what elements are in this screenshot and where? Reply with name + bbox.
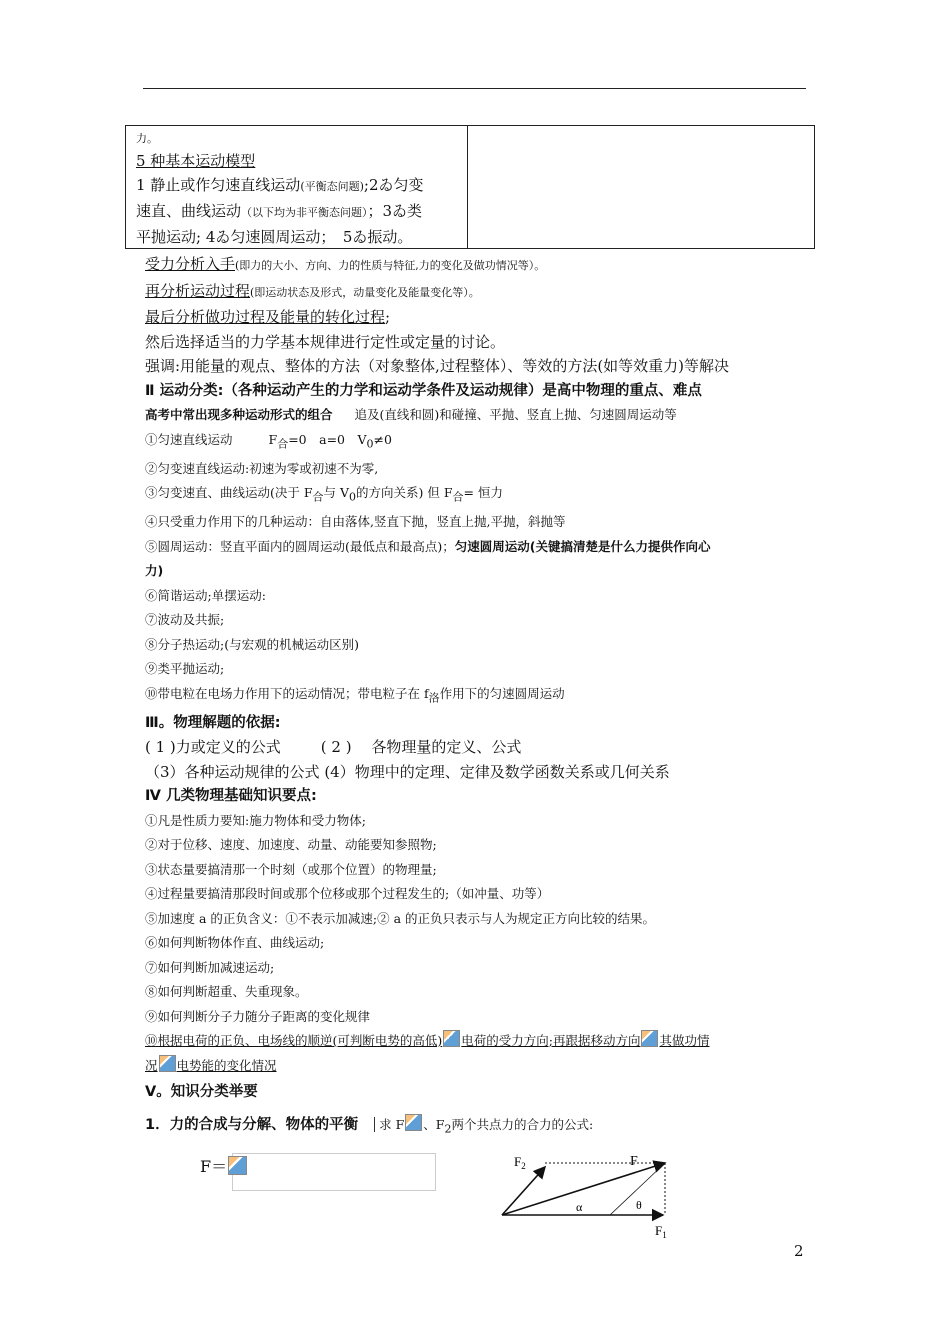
image-placeholder-icon: [405, 1114, 422, 1131]
label-theta: θ: [636, 1198, 642, 1212]
table-line-1: 1 静止或作匀速直线运动(平衡态问题);2ゐ匀变: [136, 176, 424, 194]
label-f: F: [630, 1154, 638, 1169]
step-5: 强调:用能量的观点、整体的方法（对象整体,过程整体）、等效的方法(如等效重力)等解决: [145, 357, 730, 375]
model-table: [125, 125, 815, 249]
motion-item-4: ④只受重力作用下的几种运动：自由落体,竖直下抛，竖直上抛,平抛，斜抛等: [145, 514, 566, 529]
section-2-title: Ⅱ 运动分类:（各种运动产生的力学和运动学条件及运动规律）是高中物理的重点、难点: [145, 382, 702, 399]
basic-item-10-cont: 况 电势能的变化情况: [145, 1054, 815, 1079]
document-body: [145, 252, 815, 1142]
section-3-title: Ⅲ。物理解题的依据:: [145, 714, 281, 731]
image-placeholder-icon: [443, 1030, 460, 1047]
image-placeholder-icon: [641, 1030, 658, 1047]
table-line-2: 速直、曲线运动（以下均为非平衡态问题）；3ゐ类: [136, 202, 423, 220]
step-3: 最后分析做功过程及能量的转化过程;: [145, 308, 391, 326]
basic-item-10: ⑩根据电荷的正负、电场线的顺逆(可判断电势的高低) 电荷的受力方向;再跟据移动方向 其做功情: [145, 1029, 815, 1054]
label-f2: $F_2$: [514, 1154, 526, 1171]
basic-item-2: ②对于位移、速度、加速度、动量、动能要知参照物;: [145, 837, 437, 852]
table-heading: 5 种基本运动模型: [136, 152, 256, 170]
page-number: 2: [794, 1242, 804, 1260]
basic-item-6: ⑥如何判断物体作直、曲线运动;: [145, 935, 325, 950]
step-4: 然后选择适当的力学基本规律进行定性或定量的讨论。: [145, 332, 506, 351]
header-rule: [143, 88, 806, 89]
image-placeholder-icon: [228, 1156, 247, 1175]
section-5-subtitle: 1．力的合成与分解、物体的平衡 求 F 、$F_2$两个共点力的合力的公式:: [145, 1113, 815, 1142]
step-1: 受力分析入手(即力的大小、方向、力的性质与特征,力的变化及做功情况等）。: [145, 255, 546, 273]
motion-item-5: ⑤圆周运动：竖直平面内的圆周运动(最低点和最高点)；匀速圆周运动(关键搞清楚是什么力提供作向心: [145, 538, 711, 554]
label-f1: $F_1$: [655, 1223, 667, 1240]
motion-item-8: ⑧分子热运动;(与宏观的机械运动区别): [145, 636, 359, 652]
table-right-cell: [468, 126, 814, 248]
basic-item-8: ⑧如何判断超重、失重现象。: [145, 984, 308, 999]
motion-item-1: ①匀速直线运动 $F_合=0$ a=0 $V_0\ne 0$: [145, 431, 392, 450]
basic-item-3: ③状态量要搞清那一个时刻（或那个位置）的物理量;: [145, 861, 437, 877]
step-2: 再分析运动过程(即运动状态及形式，动量变化及能量变化等）。: [145, 281, 480, 300]
section-4-title: Ⅳ 几类物理基础知识要点:: [145, 788, 317, 804]
basic-item-1: ①凡是性质力要知:施力物体和受力物体;: [145, 812, 366, 828]
table-left-cell: [126, 126, 468, 248]
section-5-title: Ⅴ。知识分类举要: [145, 1084, 258, 1100]
formula-box: [232, 1153, 436, 1191]
table-line-0: 力。: [136, 132, 158, 145]
image-placeholder-icon: [159, 1055, 176, 1072]
table-line-3: 平抛运动; 4ゐ匀速圆周运动； 5ゐ振动。: [136, 228, 413, 246]
motion-item-10: ⑩带电粒在电场力作用下的运动情况；带电粒子在 $f_洛$作用下的匀速圆周运动: [145, 685, 565, 704]
basis-line-1: ( 1 )力或定义的公式 ( 2 ) 各物理量的定义、公式: [145, 738, 522, 756]
motion-item-9: ⑨类平抛运动;: [145, 661, 225, 676]
motion-item-3: ③匀变速直、曲线运动(决于 $F_合$与 $V_0$的方向关系) 但 $F_合=$ 恒力: [145, 485, 503, 504]
section-2-subtitle: 高考中常出现多种运动形式的组合 追及(直线和圆)和碰撞、平抛、竖直上抛、匀速圆周运动等: [145, 407, 677, 422]
motion-item-7: ⑦波动及共振;: [145, 612, 225, 627]
resultant-formula: F＝: [200, 1154, 248, 1177]
basic-item-9: ⑨如何判断分子力随分子距离的变化规律: [145, 1008, 371, 1024]
motion-item-5-cont: 力): [145, 563, 164, 578]
label-alpha: α: [576, 1200, 583, 1214]
basis-line-2: （3）各种运动规律的公式 (4）物理中的定理、定律及数学函数关系或几何关系: [145, 762, 670, 781]
basic-item-7: ⑦如何判断加减速运动;: [145, 959, 275, 975]
motion-item-2: ②匀变速直线运动:初速为零或初速不为零,: [145, 460, 379, 476]
basic-item-4: ④过程量要搞清那段时间或那个位移或那个过程发生的;（如冲量、功等）: [145, 886, 550, 901]
force-parallelogram-diagram: [490, 1145, 690, 1245]
motion-item-6: ⑥简谐运动;单摆运动:: [145, 587, 266, 603]
basic-item-5: ⑤加速度 a 的正负含义：①不表示加减速;② a 的正负只表示与人为规定正方向比较的结果。: [145, 910, 656, 926]
